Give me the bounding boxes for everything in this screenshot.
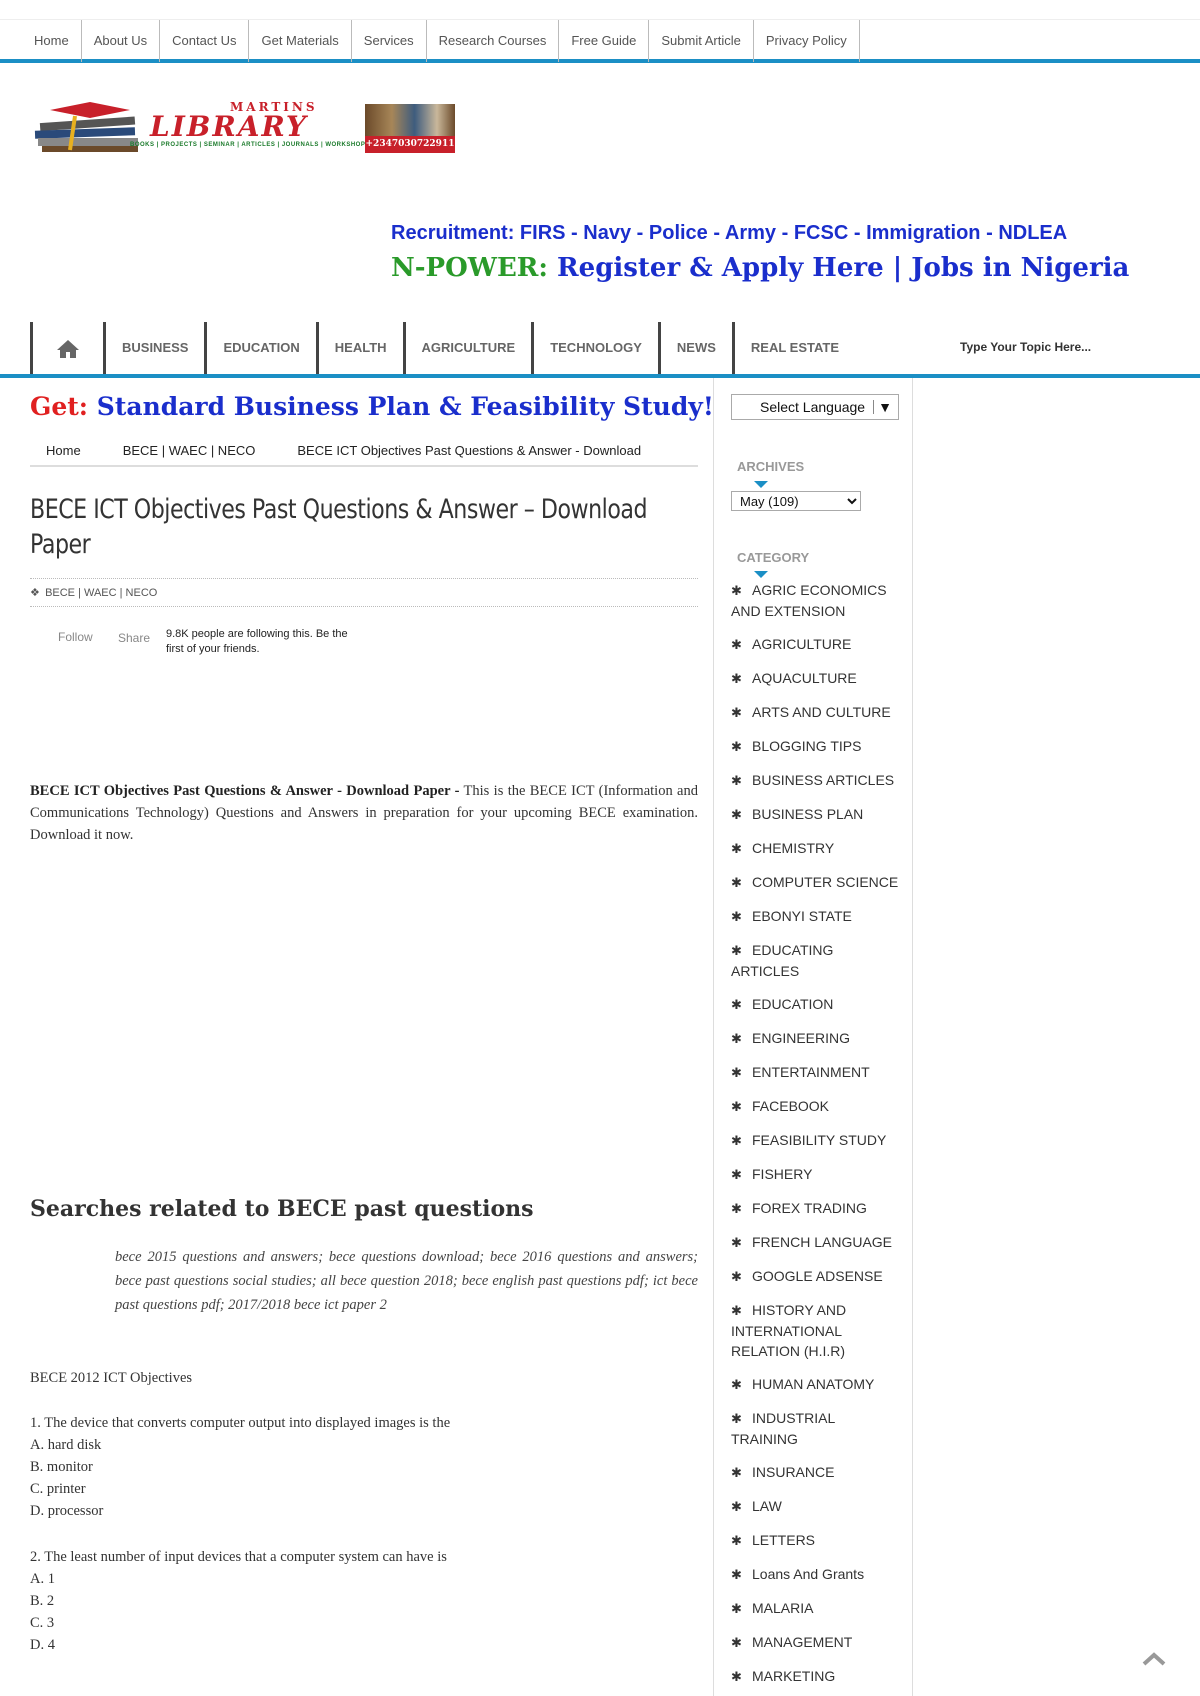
category-item[interactable]: ✱ BLOGGING TIPS — [731, 736, 901, 757]
searches-heading: Searches related to BECE past questions — [30, 1196, 534, 1222]
category-item[interactable]: ✱ HUMAN ANATOMY — [731, 1374, 901, 1395]
question-2: 2. The least number of input devices that a computer system can have is — [30, 1549, 447, 1565]
top-nav-contact[interactable]: Contact Us — [160, 20, 249, 62]
npower-links: N-POWER: Register & Apply Here | Jobs in Nigeria — [391, 253, 1130, 283]
gear-icon: ✱ — [731, 807, 742, 822]
top-nav-research[interactable]: Research Courses — [427, 20, 560, 62]
category-item[interactable]: ✱ ENGINEERING — [731, 1028, 901, 1049]
npower-label: N-POWER: — [391, 253, 548, 283]
logo-subtitle: BOOKS | PROJECTS | SEMINAR | ARTICLES | JOURNALS | WORKSHOP — [130, 142, 366, 148]
gear-icon: ✱ — [731, 1533, 742, 1548]
main-nav-education[interactable]: EDUCATION — [204, 322, 315, 374]
scroll-to-top-icon[interactable] — [1142, 1652, 1166, 1666]
gear-icon: ✱ — [731, 773, 742, 788]
top-nav-privacy[interactable]: Privacy Policy — [754, 20, 860, 62]
searches-related-text: bece 2015 questions and answers; bece questions download; bece 2016 questions and answers; bece past questions social studies; all bece question 2018; bece english past questions pdf; ict bece past questions pdf; 2017/2018 bece ict paper 2 — [115, 1249, 698, 1313]
category-item[interactable]: ✱ ARTS AND CULTURE — [731, 702, 901, 723]
recruitment-police[interactable]: Police — [648, 222, 708, 244]
gear-icon: ✱ — [731, 1201, 742, 1216]
gear-icon: ✱ — [731, 997, 742, 1012]
category-item[interactable]: ✱ LAW — [731, 1496, 901, 1517]
category-item[interactable]: ✱ AQUACULTURE — [731, 668, 901, 689]
main-nav-news[interactable]: NEWS — [658, 322, 732, 374]
follow-button[interactable]: Follow — [58, 630, 93, 644]
gear-icon: ✱ — [731, 1411, 742, 1426]
post-category — [30, 586, 157, 599]
gear-icon: ✱ — [731, 1269, 742, 1284]
category-item[interactable]: ✱ FRENCH LANGUAGE — [731, 1232, 901, 1253]
archives-arrow-icon — [754, 481, 768, 488]
site-logo[interactable] — [30, 100, 455, 158]
sidebar-divider — [713, 378, 714, 1696]
article-intro — [30, 780, 698, 846]
breadcrumb-category[interactable]: BECE | WAEC | NECO — [122, 443, 256, 458]
main-navigation-bar — [0, 322, 1200, 378]
q1-option-c: C. printer — [30, 1481, 86, 1497]
top-nav-services[interactable]: Services — [352, 20, 427, 62]
gear-icon: ✱ — [731, 875, 742, 890]
gear-icon: ✱ — [731, 1031, 742, 1046]
category-item[interactable]: ✱ COMPUTER SCIENCE — [731, 872, 901, 893]
category-item[interactable]: ✱ MANAGEMENT — [731, 1632, 901, 1653]
gear-icon: ✱ — [731, 943, 742, 958]
npower-register-link[interactable]: Register & Apply Here — [557, 253, 884, 283]
recruitment-fcsc[interactable]: FCSC — [793, 222, 849, 244]
gear-icon: ✱ — [731, 1099, 742, 1114]
gear-icon: ✱ — [731, 705, 742, 720]
category-item[interactable]: ✱ ENTERTAINMENT — [731, 1062, 901, 1083]
tag-icon: ❖ — [30, 587, 40, 599]
business-plan-promo — [30, 392, 714, 421]
q2-option-d: D. 4 — [30, 1637, 55, 1653]
intro-bold: BECE ICT Objectives Past Questions & Answer - Download Paper - — [30, 783, 460, 799]
recruitment-immigration[interactable]: Immigration — [866, 222, 981, 244]
category-item[interactable]: ✱ CHEMISTRY — [731, 838, 901, 859]
dropdown-arrow-icon: ▼ — [878, 399, 892, 415]
intro-text: This is the BECE ICT (Information and Communications Technology) Questions and Answers in preparation for your upcoming BECE examination. Download it now. — [30, 783, 698, 843]
jobs-link[interactable]: Jobs in Nigeria — [911, 253, 1130, 283]
gear-icon: ✱ — [731, 637, 742, 652]
logo-phone: +2347030722911 — [365, 136, 455, 153]
post-category-link[interactable]: BECE | WAEC | NECO — [45, 587, 158, 599]
share-button[interactable]: Share — [118, 631, 151, 645]
section-title: BECE 2012 ICT Objectives — [30, 1370, 193, 1386]
gear-icon: ✱ — [731, 841, 742, 856]
category-item[interactable]: ✱ HISTORY AND INTERNATIONAL RELATION (H.I.R) — [731, 1302, 847, 1359]
gear-icon: ✱ — [731, 1669, 742, 1684]
top-nav-free-guide[interactable]: Free Guide — [559, 20, 649, 62]
home-icon — [56, 338, 80, 360]
category-item[interactable]: ✱ EDUCATION — [731, 994, 901, 1015]
divider-line — [30, 578, 698, 579]
recruitment-navy[interactable]: Navy — [583, 222, 632, 244]
recruitment-label: Recruitment: — [391, 222, 515, 244]
gear-icon: ✱ — [731, 1167, 742, 1182]
category-item[interactable]: ✱ GOOGLE ADSENSE — [731, 1266, 901, 1287]
gear-icon: ✱ — [731, 1303, 742, 1318]
breadcrumb-home[interactable]: Home — [46, 443, 81, 458]
search-input[interactable]: Type Your Topic Here... — [960, 340, 1092, 354]
main-nav-real-estate[interactable]: REAL ESTATE — [732, 322, 855, 374]
gear-icon: ✱ — [731, 671, 742, 686]
q1-option-a: A. hard disk — [30, 1437, 102, 1453]
category-item[interactable]: ✱ FACEBOOK — [731, 1096, 901, 1117]
get-label: Get: — [30, 392, 89, 421]
top-nav-home[interactable]: Home — [22, 20, 82, 62]
top-nav — [22, 20, 860, 62]
breadcrumb-current: BECE ICT Objectives Past Questions & Answer - Download — [297, 443, 642, 458]
gear-icon: ✱ — [731, 909, 742, 924]
gear-icon: ✱ — [731, 1499, 742, 1514]
archives-title: ARCHIVES — [737, 459, 805, 474]
category-item[interactable]: ✱ MARKETING — [731, 1666, 901, 1687]
business-plan-link[interactable]: Standard Business Plan & Feasibility Study! — [96, 392, 714, 421]
category-item[interactable]: ✱ BUSINESS ARTICLES — [731, 770, 901, 791]
language-select[interactable] — [731, 394, 899, 420]
q2-option-a: A. 1 — [30, 1571, 55, 1587]
gear-icon: ✱ — [731, 1377, 742, 1392]
category-item[interactable]: ✱ INDUSTRIAL TRAINING — [731, 1410, 835, 1447]
main-nav-agriculture[interactable]: AGRICULTURE — [403, 322, 532, 374]
category-item[interactable]: ✱ EDUCATING ARTICLES — [731, 942, 834, 979]
main-nav-health[interactable]: HEALTH — [316, 322, 403, 374]
top-nav-about[interactable]: About Us — [82, 20, 160, 62]
category-item[interactable]: ✱ MALARIA — [731, 1598, 901, 1619]
main-nav-technology[interactable]: TECHNOLOGY — [531, 322, 658, 374]
question-1: 1. The device that converts computer output into displayed images is the — [30, 1415, 451, 1431]
q2-option-c: C. 3 — [30, 1615, 55, 1631]
gear-icon: ✱ — [731, 1133, 742, 1148]
q2-option-b: B. 2 — [30, 1593, 55, 1609]
language-select-label: Select Language — [760, 399, 866, 415]
logo-books-image — [365, 104, 455, 136]
q1-option-b: B. monitor — [30, 1459, 93, 1475]
category-item[interactable]: ✱ AGRIC ECONOMICS AND EXTENSION — [731, 582, 887, 619]
recruitment-firs[interactable]: FIRS — [519, 222, 566, 244]
category-title: CATEGORY — [737, 550, 810, 565]
category-item[interactable]: ✱ INSURANCE — [731, 1462, 901, 1483]
category-item[interactable]: ✱ Loans And Grants — [731, 1564, 901, 1585]
top-navigation-bar — [0, 19, 1200, 63]
logo-library: LIBRARY — [150, 110, 308, 143]
category-item[interactable]: ✱ FOREX TRADING — [731, 1198, 901, 1219]
divider-line — [30, 606, 698, 607]
books-graduation-icon — [30, 100, 140, 158]
gear-icon: ✱ — [731, 1601, 742, 1616]
gear-icon: ✱ — [731, 1235, 742, 1250]
archives-select[interactable] — [731, 491, 861, 511]
breadcrumb — [30, 437, 698, 467]
follow-count-text: 9.8K people are following this. Be the first of your friends. — [166, 628, 348, 655]
category-item[interactable]: ✱ AGRICULTURE — [731, 634, 901, 655]
logo-martins: MARTINS — [230, 100, 318, 114]
recruitment-ndlea[interactable]: NDLEA — [998, 222, 1068, 244]
main-nav-home[interactable] — [30, 322, 103, 374]
gear-icon: ✱ — [731, 1567, 742, 1582]
top-nav-materials[interactable]: Get Materials — [249, 20, 351, 62]
recruitment-army[interactable]: Army — [724, 222, 777, 244]
category-arrow-icon — [754, 571, 768, 578]
q1-option-d: D. processor — [30, 1503, 104, 1519]
sidebar-divider-right — [912, 378, 913, 1696]
category-item[interactable]: ✱ FEASIBILITY STUDY — [731, 1130, 901, 1151]
top-nav-submit-article[interactable]: Submit Article — [649, 20, 753, 62]
category-item[interactable]: ✱ EBONYI STATE — [731, 906, 901, 927]
gear-icon: ✱ — [731, 583, 742, 598]
gear-icon: ✱ — [731, 739, 742, 754]
category-item[interactable]: ✱ FISHERY — [731, 1164, 901, 1185]
gear-icon: ✱ — [731, 1465, 742, 1480]
category-item[interactable]: ✱ BUSINESS PLAN — [731, 804, 901, 825]
gear-icon: ✱ — [731, 1635, 742, 1650]
page-title: BECE ICT Objectives Past Questions & Answer – Download Paper — [30, 494, 648, 560]
recruitment-links: Recruitment: FIRS - Navy - Police - Army - FCSC - Immigration - NDLEA — [391, 222, 1068, 244]
gear-icon: ✱ — [731, 1065, 742, 1080]
main-nav-business[interactable]: BUSINESS — [103, 322, 204, 374]
category-item[interactable]: ✱ LETTERS — [731, 1530, 901, 1551]
category-list — [731, 580, 901, 1696]
